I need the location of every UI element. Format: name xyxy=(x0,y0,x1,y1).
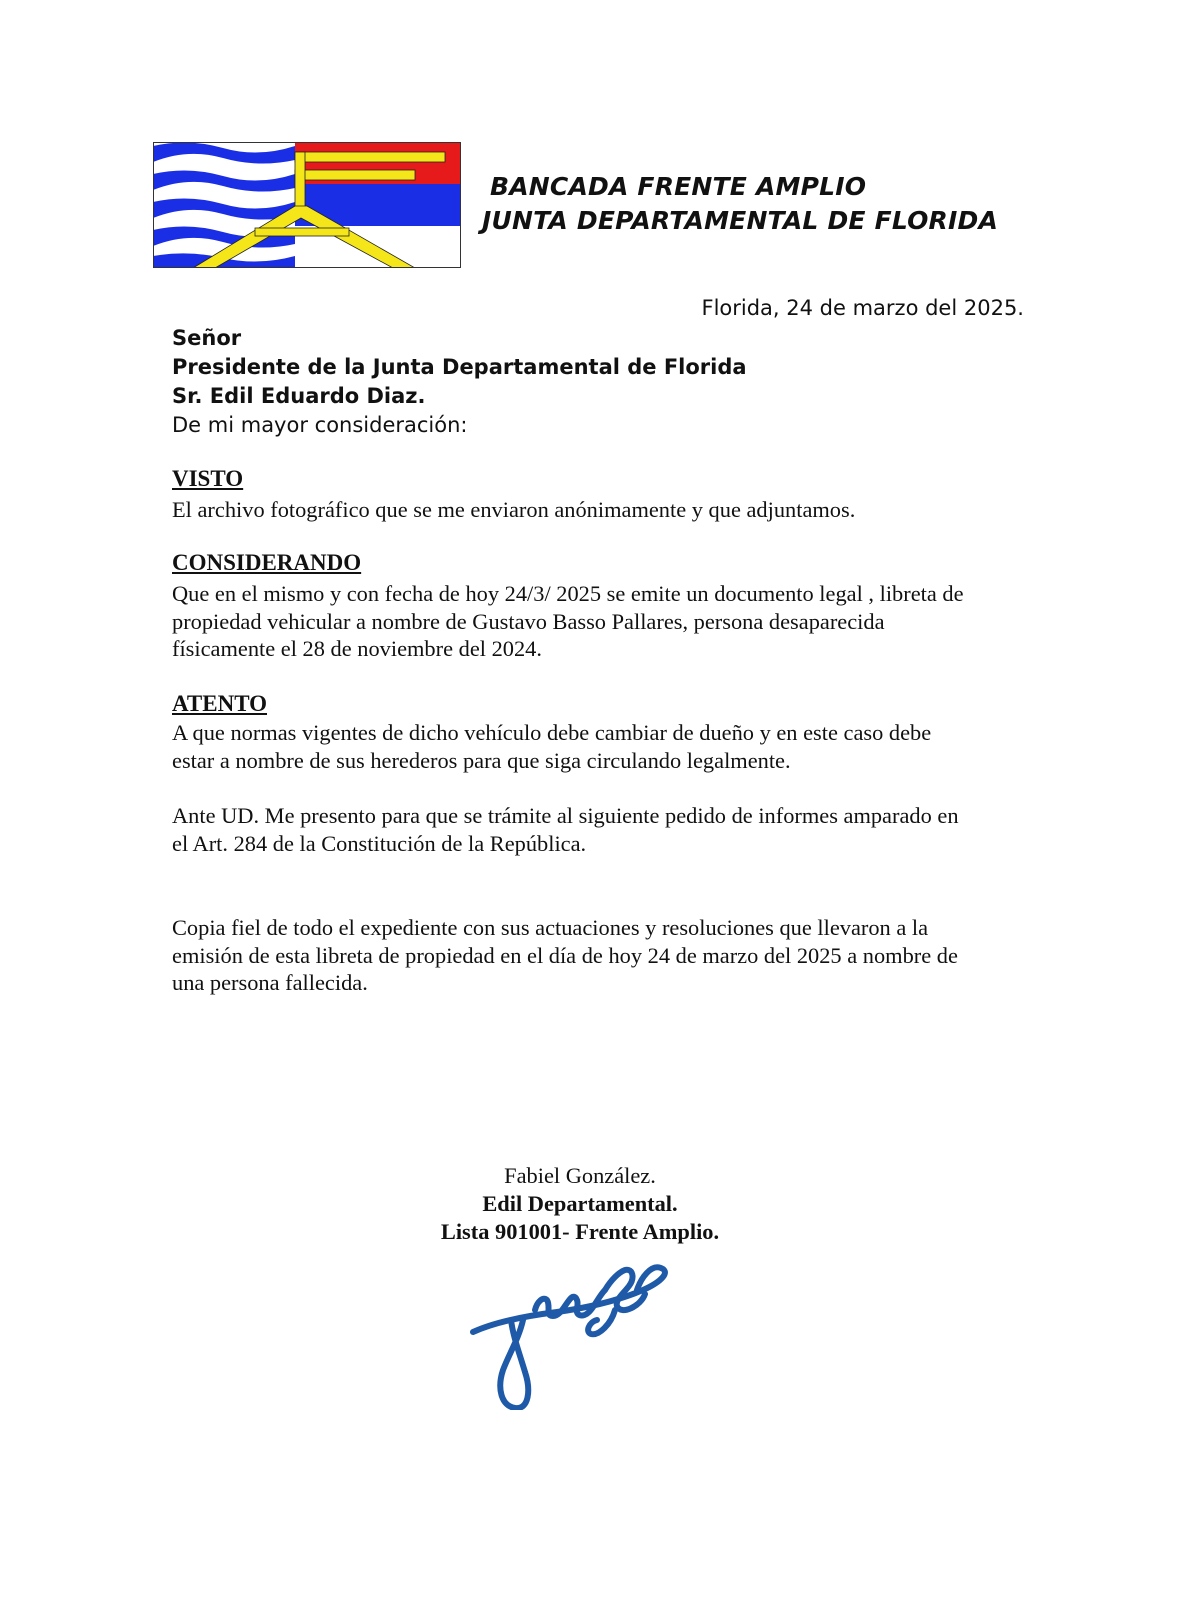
section-title-atento: ATENTO xyxy=(172,691,268,716)
paragraph-line: una persona fallecida. xyxy=(172,970,368,995)
paragraph-line: Copia fiel de todo el expediente con sus actuaciones y resoluciones que llevaron a la xyxy=(172,915,929,940)
section-title-visto: VISTO xyxy=(172,466,244,491)
handwritten-signature-icon xyxy=(465,1250,685,1410)
paragraph-line: físicamente el 28 de noviembre del 2024. xyxy=(172,636,542,661)
paragraph-line: emisión de esta libreta de propiedad en el día de hoy 24 de marzo del 2025 a nombre de xyxy=(172,942,958,968)
paragraph-copia xyxy=(172,914,1042,997)
addressee-name: Sr. Edil Eduardo Diaz. xyxy=(172,384,426,408)
signer-name: Fabiel González. xyxy=(504,1163,656,1188)
addressee-title: Presidente de la Junta Departamental de Florida xyxy=(172,355,747,379)
section-body-visto xyxy=(172,496,1042,524)
paragraph-line: el Art. 284 de la Constitución de la República. xyxy=(172,830,587,856)
addressee-salutation: Señor xyxy=(172,326,242,350)
frente-amplio-flag-logo-icon xyxy=(153,142,461,268)
paragraph-line: Ante UD. Me presento para que se trámite al siguiente pedido de informes amparado en xyxy=(172,803,959,828)
signer-role: Edil Departamental. xyxy=(482,1191,678,1216)
paragraph-line: Que en el mismo y con fecha de hoy 24/3/ 2025 se emite un documento legal , libreta de xyxy=(172,581,964,606)
signer-list: Lista 901001- Frente Amplio. xyxy=(440,1219,720,1244)
paragraph-line: estar a nombre de sus herederos para que siga circulando legalmente. xyxy=(172,747,791,773)
header-junta: JUNTA DEPARTAMENTAL DE FLORIDA xyxy=(482,206,999,235)
section-title-considerando: CONSIDERANDO xyxy=(172,550,362,575)
paragraph-line: El archivo fotográfico que se me enviaron anónimamente y que adjuntamos. xyxy=(172,497,856,522)
paragraph-ante xyxy=(172,802,1042,857)
paragraph-line: A que normas vigentes de dicho vehículo debe cambiar de dueño y en este caso debe xyxy=(172,720,932,745)
paragraph-line: propiedad vehicular a nombre de Gustavo Basso Pallares, persona desaparecida xyxy=(172,608,885,634)
header-bancada: BANCADA FRENTE AMPLIO xyxy=(490,172,867,201)
letter-date: Florida, 24 de marzo del 2025. xyxy=(701,296,1024,320)
section-body-considerando xyxy=(172,580,1042,663)
section-body-atento xyxy=(172,719,1042,774)
greeting: De mi mayor consideración: xyxy=(172,413,468,437)
